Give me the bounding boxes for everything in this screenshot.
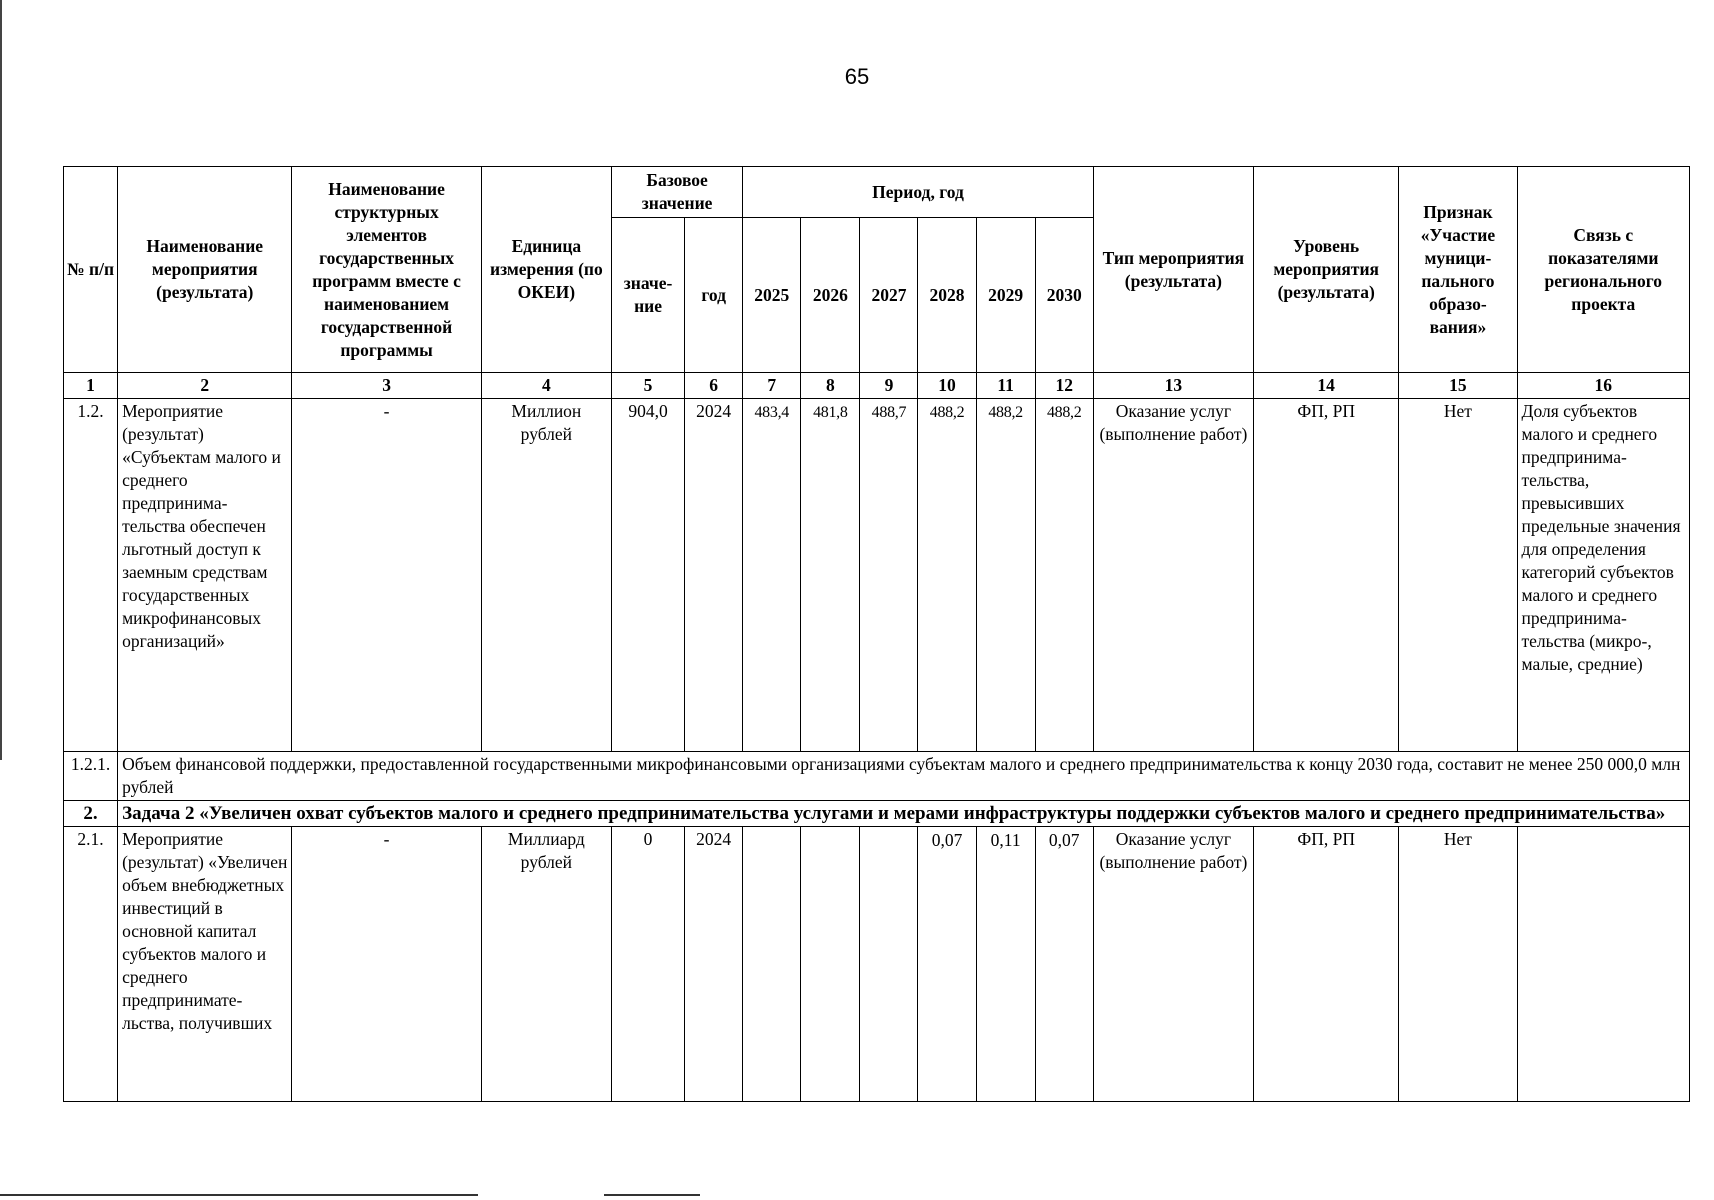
- col-num: 7: [743, 373, 801, 399]
- table-row: [64, 399, 1690, 752]
- unit: Миллиард рублей: [481, 827, 611, 1102]
- header-year-2029: 2029: [976, 218, 1035, 373]
- col-num: 13: [1093, 373, 1253, 399]
- base-year: 2024: [685, 827, 743, 1102]
- header-row-1: [64, 167, 1690, 218]
- table-row: [64, 827, 1690, 1102]
- value-2030: 488,2: [1035, 399, 1093, 752]
- measure-name: Мероприятие (результат) «Субъектам малого и среднего предпринима-тельства обеспечен льготный доступ к заемным средствам государственных микрофинансовых организаций»: [118, 399, 292, 752]
- row-num: 1.2.: [64, 399, 118, 752]
- unit: Миллион рублей: [481, 399, 611, 752]
- header-unit: Единица измерения (по ОКЕИ): [481, 167, 611, 373]
- col-num: 4: [481, 373, 611, 399]
- col-num: 16: [1517, 373, 1689, 399]
- col-num: 8: [801, 373, 860, 399]
- header-level: Уровень мероприятия (результата): [1254, 167, 1399, 373]
- header-type: Тип мероприятия (результата): [1093, 167, 1253, 373]
- base-value: 0: [611, 827, 684, 1102]
- structural-element: -: [292, 827, 481, 1102]
- header-period: Период, год: [743, 167, 1094, 218]
- header-num: № п/п: [64, 167, 118, 373]
- indicator-text: Объем финансовой поддержки, предоставленной государственными микрофинансовыми организациями субъектам малого и среднего предпринимательства к концу 2030 года, составит не менее 250 000,0 млн рублей: [118, 752, 1690, 801]
- header-link: Связь с показателями регионального проекта: [1517, 167, 1689, 373]
- measure-type: Оказание услуг (выполнение работ): [1093, 399, 1253, 752]
- header-base-value: значе-ние: [611, 218, 684, 373]
- row-num: 2.: [64, 801, 118, 827]
- value-2025: [743, 827, 801, 1102]
- measure-name: Мероприятие (результат) «Увеличен объем внебюджетных инвестиций в основной капитал субъектов малого и среднего предпринимате-льства, получивших: [118, 827, 292, 1102]
- header-year-2028: 2028: [918, 218, 976, 373]
- col-num: 2: [118, 373, 292, 399]
- header-name: Наименование мероприятия (результата): [118, 167, 292, 373]
- value-2029: 0,11: [976, 827, 1035, 1102]
- header-year-2030: 2030: [1035, 218, 1093, 373]
- col-num: 3: [292, 373, 481, 399]
- col-num: 5: [611, 373, 684, 399]
- table-row: [64, 752, 1690, 801]
- measure-level: ФП, РП: [1254, 399, 1399, 752]
- structural-element: -: [292, 399, 481, 752]
- project-link: Доля субъектов малого и среднего предпринима-тельства, превысивших предельные значения для определения категорий субъектов малого и среднего предпринима-тельства (микро-, малые, средние): [1517, 399, 1689, 752]
- col-num: 12: [1035, 373, 1093, 399]
- header-base-year: год: [685, 218, 743, 373]
- value-2027: [860, 827, 918, 1102]
- col-num: 11: [976, 373, 1035, 399]
- value-2027: 488,7: [860, 399, 918, 752]
- header-municipal: Признак «Участие муници-пального образо-вания»: [1399, 167, 1517, 373]
- measure-type: Оказание услуг (выполнение работ): [1093, 827, 1253, 1102]
- left-margin-rule: [0, 0, 2, 760]
- header-structural: Наименование структурных элементов государственных программ вместе с наименованием государственной программы: [292, 167, 481, 373]
- value-2030: 0,07: [1035, 827, 1093, 1102]
- table-row: [64, 801, 1690, 827]
- value-2028: 0,07: [918, 827, 976, 1102]
- value-2025: 483,4: [743, 399, 801, 752]
- col-num: 9: [860, 373, 918, 399]
- header-base: Базовое значение: [611, 167, 742, 218]
- value-2029: 488,2: [976, 399, 1035, 752]
- value-2026: 481,8: [801, 399, 860, 752]
- col-num: 10: [918, 373, 976, 399]
- footer-rule: [0, 1194, 478, 1196]
- municipal-flag: Нет: [1399, 827, 1517, 1102]
- measure-level: ФП, РП: [1254, 827, 1399, 1102]
- header-year-2025: 2025: [743, 218, 801, 373]
- value-2026: [801, 827, 860, 1102]
- measures-table: [63, 166, 1690, 1102]
- col-num: 1: [64, 373, 118, 399]
- row-num: 2.1.: [64, 827, 118, 1102]
- col-num: 15: [1399, 373, 1517, 399]
- col-num: 6: [685, 373, 743, 399]
- col-num: 14: [1254, 373, 1399, 399]
- task-text: Задача 2 «Увеличен охват субъектов малого и среднего предпринимательства услугами и мерами инфраструктуры поддержки субъектов малого и среднего предпринимательства»: [118, 801, 1690, 827]
- project-link: [1517, 827, 1689, 1102]
- value-2028: 488,2: [918, 399, 976, 752]
- base-value: 904,0: [611, 399, 684, 752]
- header-year-2026: 2026: [801, 218, 860, 373]
- header-year-2027: 2027: [860, 218, 918, 373]
- row-num: 1.2.1.: [64, 752, 118, 801]
- footer-rule: [604, 1194, 700, 1196]
- municipal-flag: Нет: [1399, 399, 1517, 752]
- base-year: 2024: [685, 399, 743, 752]
- column-number-row: [64, 373, 1690, 399]
- page-number: 65: [844, 64, 870, 89]
